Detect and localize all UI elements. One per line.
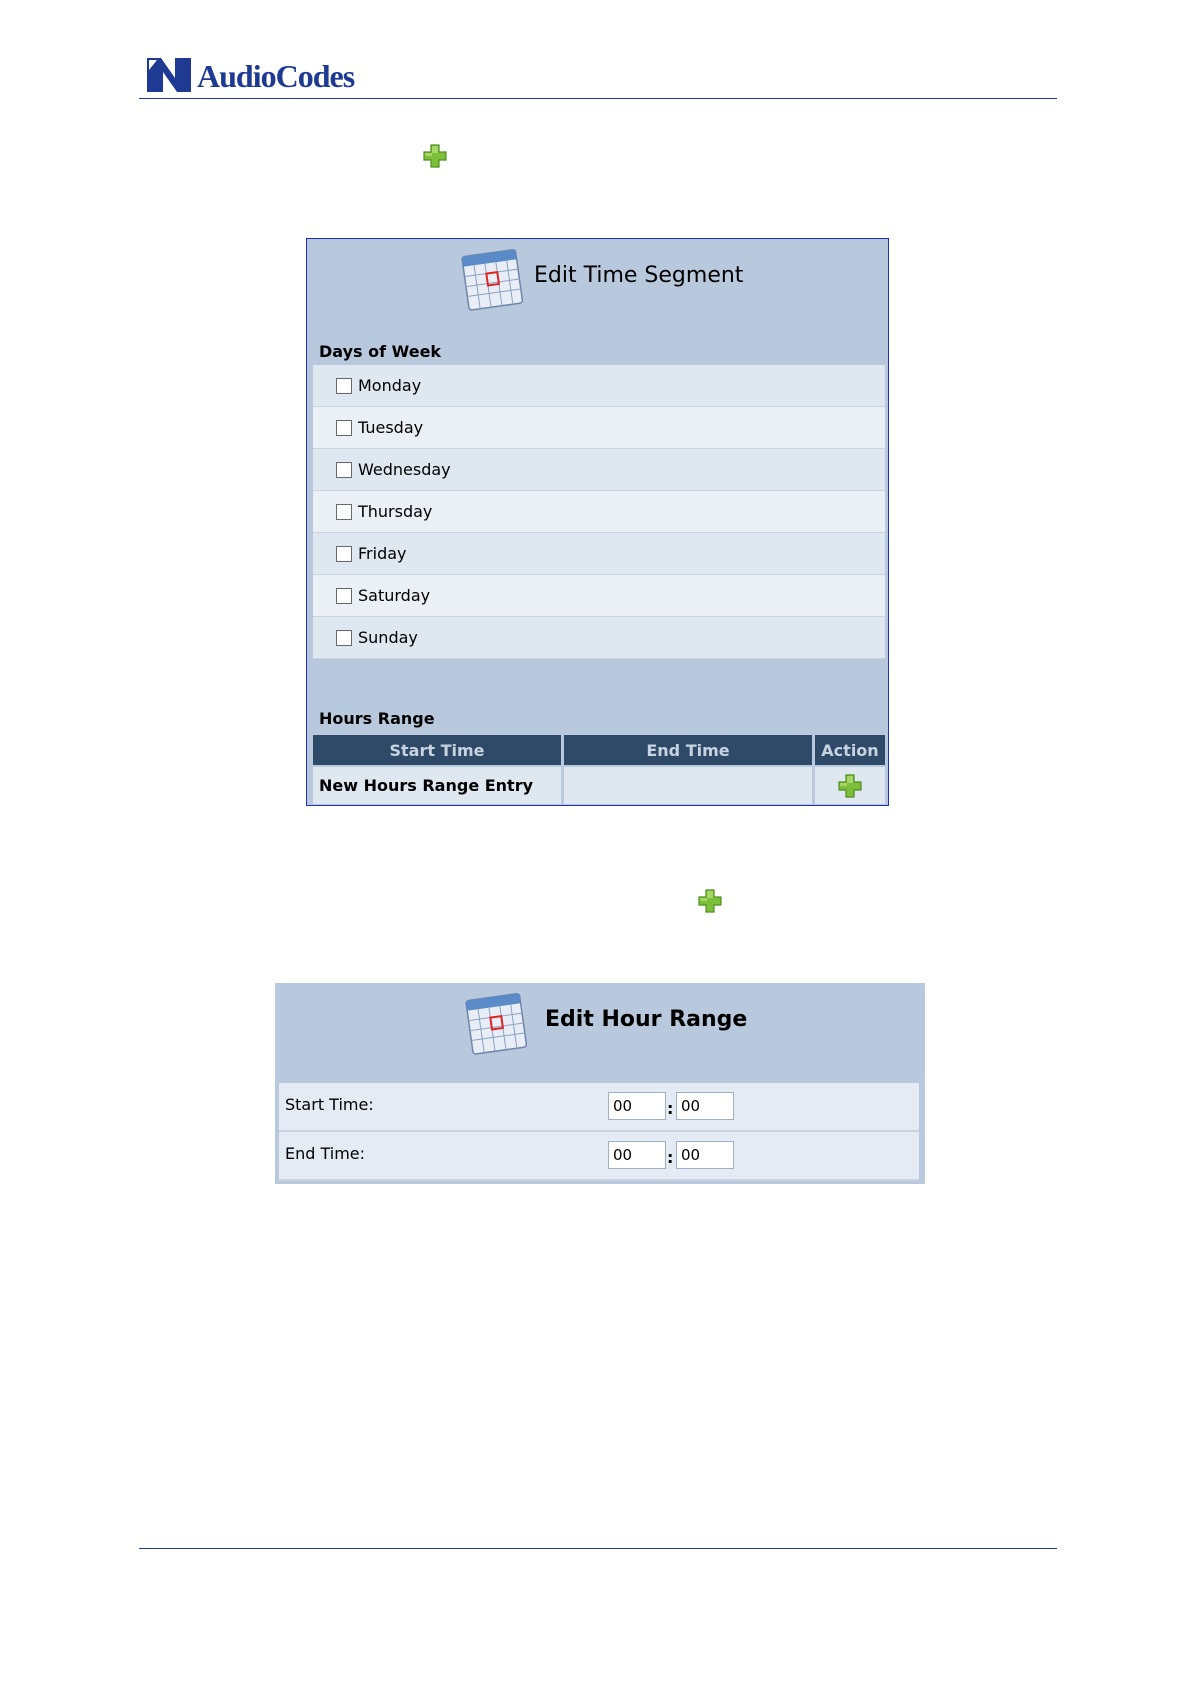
edit-time-segment-panel bbox=[306, 238, 889, 806]
edit-hour-range-panel bbox=[275, 983, 925, 1184]
column-action: Action bbox=[815, 735, 885, 765]
day-row-thursday bbox=[313, 491, 885, 533]
wednesday-checkbox[interactable] bbox=[336, 462, 352, 478]
column-start-time: Start Time bbox=[313, 735, 561, 765]
start-time-label: Start Time: bbox=[285, 1095, 374, 1114]
day-row-friday bbox=[313, 533, 885, 575]
day-label: Friday bbox=[358, 544, 407, 563]
hour-range-form bbox=[279, 1083, 919, 1181]
panel-title: Edit Hour Range bbox=[545, 1007, 748, 1032]
days-list bbox=[313, 365, 885, 659]
friday-checkbox[interactable] bbox=[336, 546, 352, 562]
day-label: Tuesday bbox=[358, 418, 424, 437]
day-row-wednesday bbox=[313, 449, 885, 491]
thursday-checkbox[interactable] bbox=[336, 504, 352, 520]
new-hours-range-entry: New Hours Range Entry bbox=[313, 767, 561, 804]
saturday-checkbox[interactable] bbox=[336, 588, 352, 604]
add-hours-range-button[interactable] bbox=[837, 773, 863, 799]
column-end-time: End Time bbox=[564, 735, 812, 765]
time-separator: : bbox=[667, 1148, 674, 1167]
sunday-checkbox[interactable] bbox=[336, 630, 352, 646]
day-label: Saturday bbox=[358, 586, 431, 605]
action-cell bbox=[815, 767, 885, 804]
table-row bbox=[313, 767, 885, 804]
day-label: Thursday bbox=[358, 502, 433, 521]
calendar-icon bbox=[459, 245, 523, 311]
start-minute-input[interactable]: 00 bbox=[676, 1092, 734, 1120]
hours-range-table bbox=[313, 735, 885, 804]
add-icon bbox=[422, 143, 448, 169]
time-separator: : bbox=[667, 1099, 674, 1118]
day-label: Wednesday bbox=[358, 460, 451, 479]
add-icon bbox=[697, 888, 723, 914]
day-row-monday bbox=[313, 365, 885, 407]
end-hour-input[interactable]: 00 bbox=[608, 1141, 666, 1169]
calendar-icon bbox=[463, 989, 527, 1055]
day-row-sunday bbox=[313, 617, 885, 659]
day-row-tuesday bbox=[313, 407, 885, 449]
logo-mark-icon bbox=[145, 56, 193, 94]
end-time-cell bbox=[564, 767, 812, 804]
end-time-row bbox=[279, 1132, 919, 1181]
start-hour-input[interactable]: 00 bbox=[608, 1092, 666, 1120]
days-of-week-label: Days of Week bbox=[319, 342, 442, 361]
hours-range-label: Hours Range bbox=[319, 709, 435, 728]
end-minute-input[interactable]: 00 bbox=[676, 1141, 734, 1169]
tuesday-checkbox[interactable] bbox=[336, 420, 352, 436]
day-label: Monday bbox=[358, 376, 422, 395]
day-label: Sunday bbox=[358, 628, 418, 647]
table-header bbox=[313, 735, 885, 765]
end-time-label: End Time: bbox=[285, 1144, 366, 1163]
day-row-saturday bbox=[313, 575, 885, 617]
brand-name: AudioCodes bbox=[197, 58, 355, 94]
start-time-row bbox=[279, 1083, 919, 1132]
footer-divider bbox=[139, 1548, 1057, 1549]
panel-title: Edit Time Segment bbox=[534, 263, 744, 288]
header-divider bbox=[139, 98, 1057, 99]
monday-checkbox[interactable] bbox=[336, 378, 352, 394]
audiocodes-logo bbox=[145, 56, 385, 96]
